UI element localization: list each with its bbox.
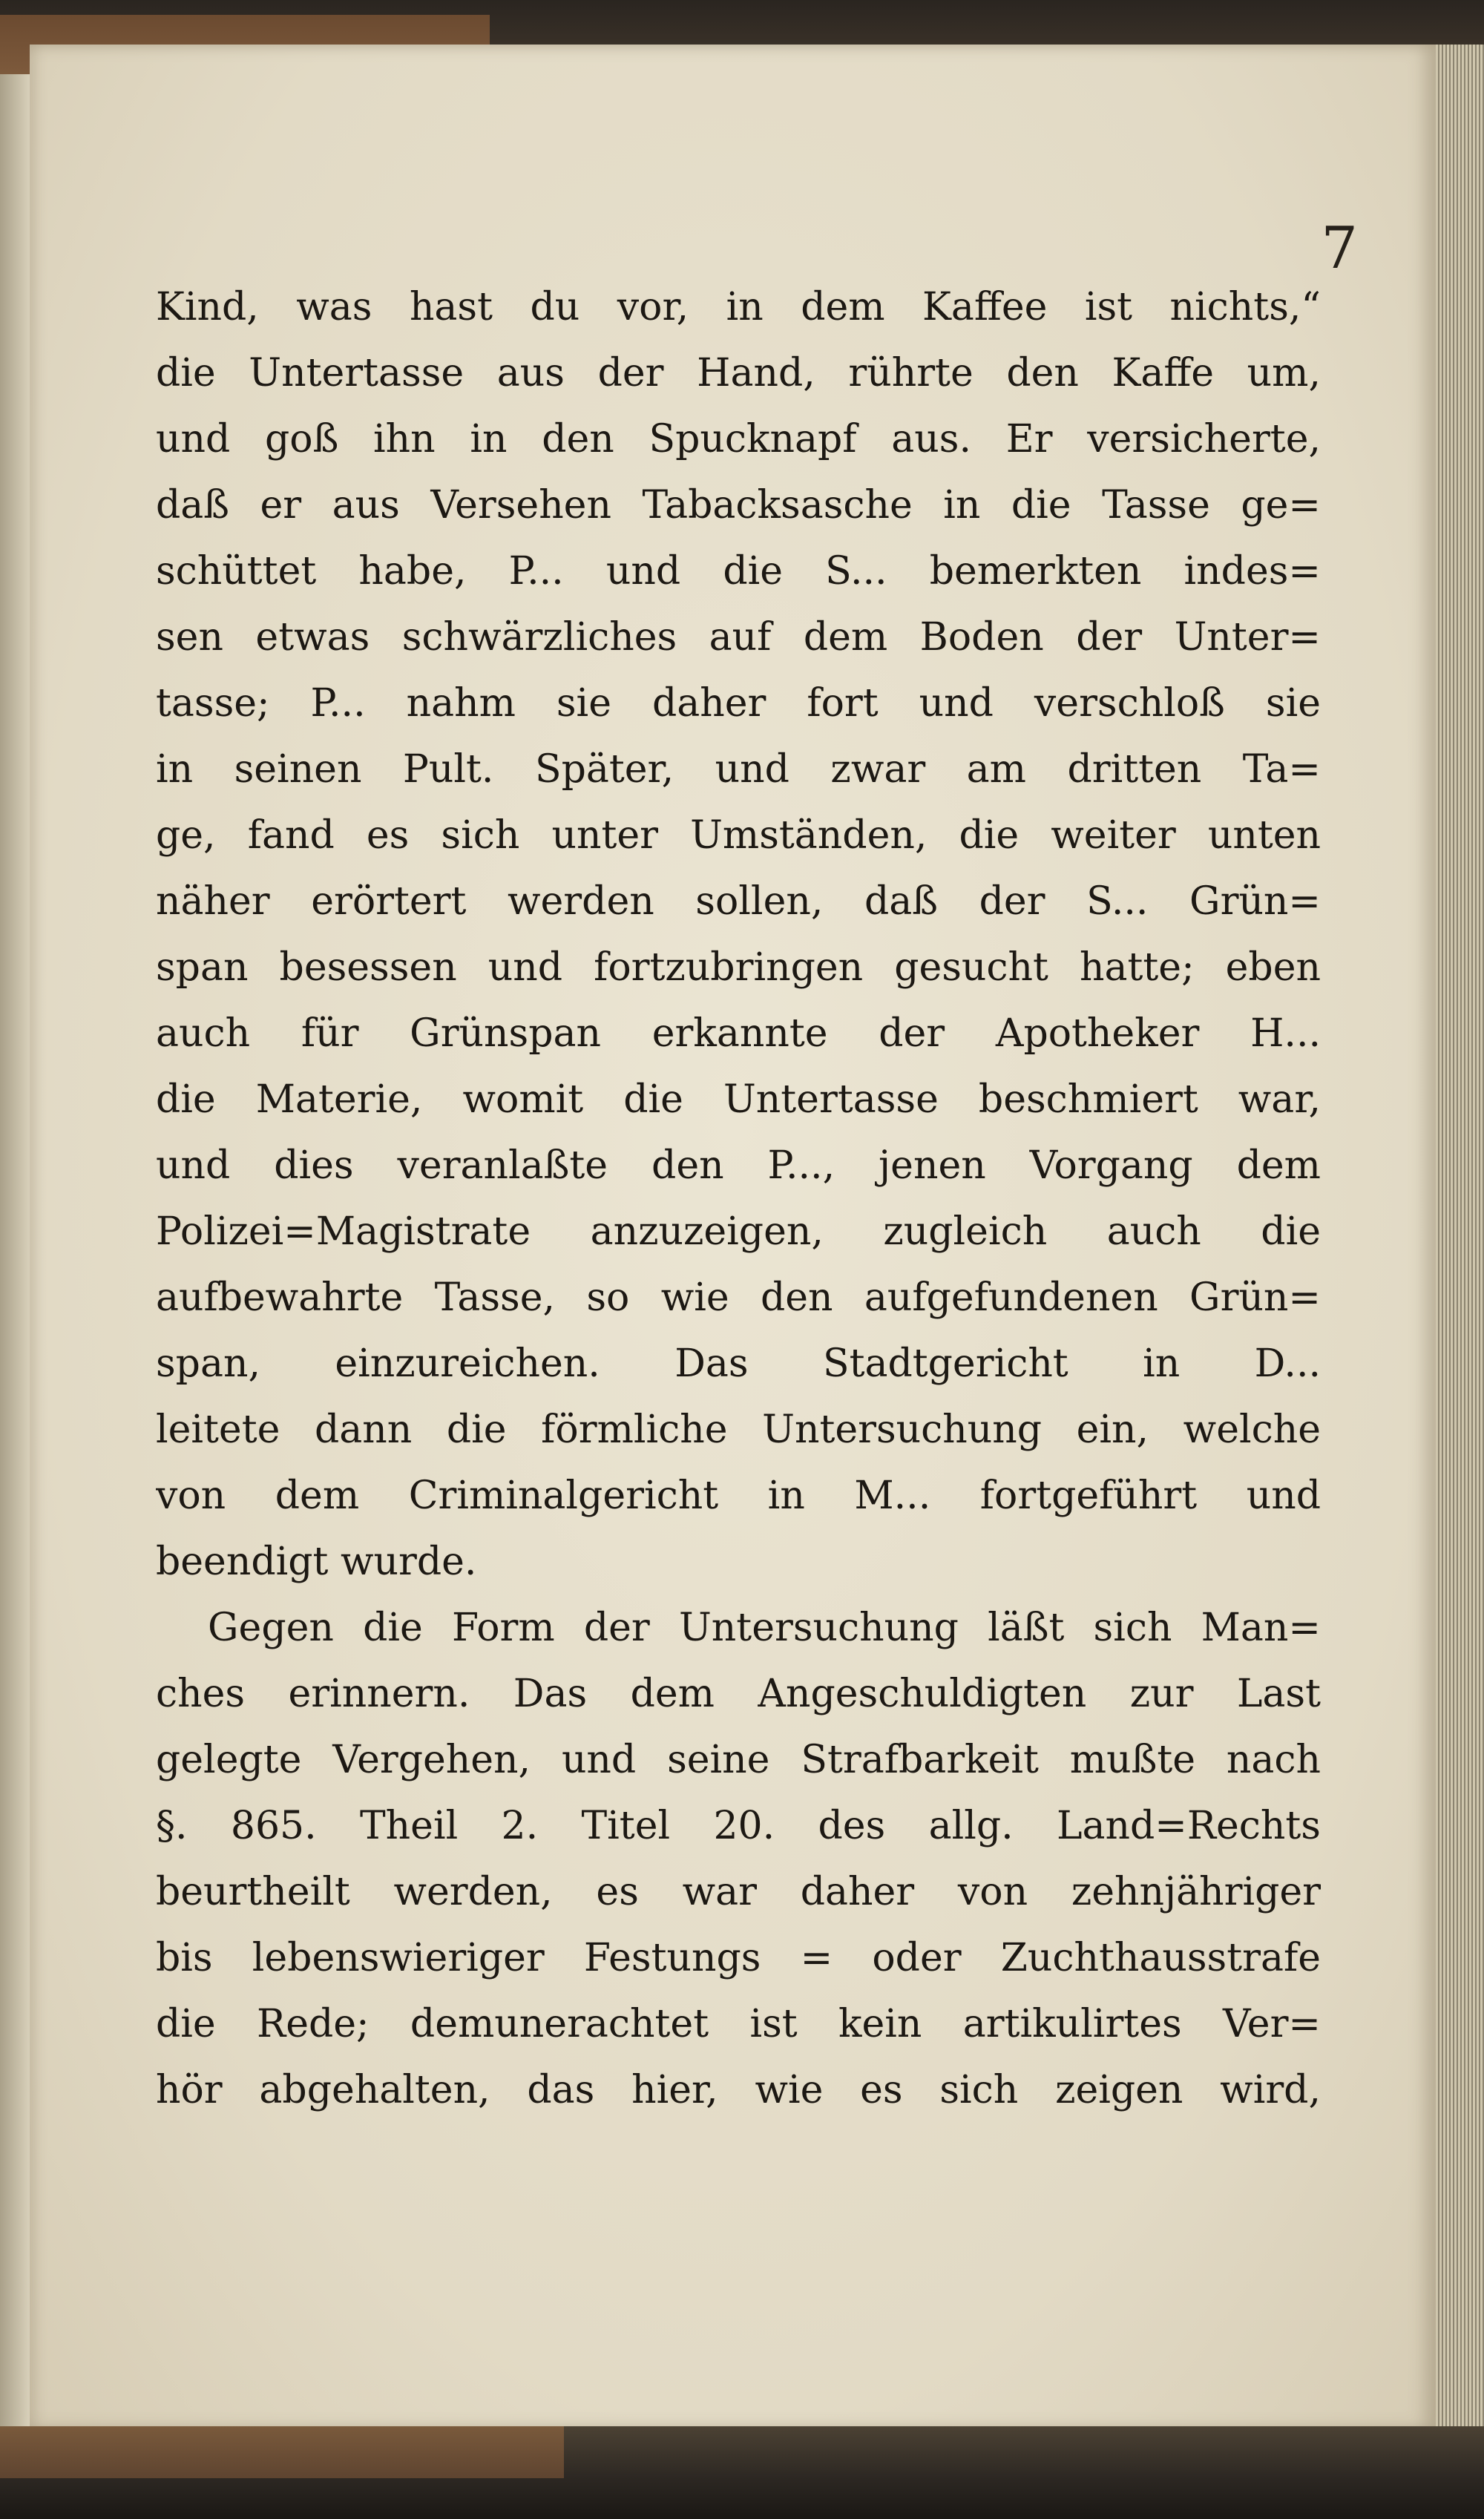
cover-leather-strip-bottom bbox=[0, 2426, 564, 2478]
text-line: leitete dann die förmliche Untersuchung ein, welche bbox=[156, 1408, 1321, 1452]
text-line: Kind, was hast du vor, in dem Kaffee ist nichts,“ bbox=[156, 285, 1321, 329]
paragraph-2 bbox=[156, 1595, 1321, 2124]
text-line: auch für Grünspan erkannte der Apotheker H... bbox=[156, 1011, 1321, 1056]
text-line: span, einzureichen. Das Stadtgericht in D... bbox=[156, 1341, 1321, 1386]
text-line: sen etwas schwärzliches auf dem Boden der Unter= bbox=[156, 615, 1321, 660]
text-line: gelegte Vergehen, und seine Strafbarkeit mußte nach bbox=[156, 1738, 1321, 1782]
text-line: tasse; P... nahm sie daher fort und verschloß sie bbox=[156, 681, 1321, 726]
paragraph-1 bbox=[156, 275, 1321, 1595]
text-line: span besessen und fortzubringen gesucht hatte; eben bbox=[156, 945, 1321, 990]
text-line: schüttet habe, P... und die S... bemerkten indes= bbox=[156, 549, 1321, 594]
text-line: aufbewahrte Tasse, so wie den aufgefundenen Grün= bbox=[156, 1275, 1321, 1320]
text-line-last: beendigt wurde. bbox=[156, 1540, 477, 1584]
text-line: hör abgehalten, das hier, wie es sich zeigen wird, bbox=[156, 2068, 1321, 2112]
text-line: die Untertasse aus der Hand, rührte den Kaffe um, bbox=[156, 351, 1321, 395]
text-line: in seinen Pult. Später, und zwar am dritten Ta= bbox=[156, 747, 1321, 792]
page-number: 7 bbox=[1321, 215, 1358, 282]
text-line: §. 865. Theil 2. Titel 20. des allg. Land=Rechts bbox=[156, 1804, 1321, 1848]
text-line: bis lebenswieriger Festungs = oder Zuchthausstrafe bbox=[156, 1936, 1321, 1980]
book-gutter bbox=[0, 74, 30, 2434]
text-line: beurtheilt werden, es war daher von zehnjähriger bbox=[156, 1870, 1321, 1914]
text-line: die Materie, womit die Untertasse beschmiert war, bbox=[156, 1077, 1321, 1122]
text-line: die Rede; demunerachtet ist kein artikulirtes Ver= bbox=[156, 2002, 1321, 2046]
text-line: ches erinnern. Das dem Angeschuldigten zur Last bbox=[156, 1672, 1321, 1716]
text-line: und goß ihn in den Spucknapf aus. Er versicherte, bbox=[156, 417, 1321, 462]
text-line: von dem Criminalgericht in M... fortgeführt und bbox=[156, 1474, 1321, 1518]
text-line: daß er aus Versehen Tabacksasche in die Tasse ge= bbox=[156, 483, 1321, 528]
text-line: und dies veranlaßte den P..., jenen Vorgang dem bbox=[156, 1143, 1321, 1188]
book-cover-bottom-edge bbox=[0, 2426, 1484, 2519]
text-line: Polizei=Magistrate anzuzeigen, zugleich auch die bbox=[156, 1209, 1321, 1254]
page-stack-edge bbox=[1432, 45, 1484, 2434]
text-line: ge, fand es sich unter Umständen, die weiter unten bbox=[156, 813, 1321, 858]
text-line-indented: Gegen die Form der Untersuchung läßt sich Man= bbox=[208, 1606, 1321, 1650]
text-line: näher erörtert werden sollen, daß der S... Grün= bbox=[156, 879, 1321, 924]
page-text bbox=[156, 275, 1321, 2124]
